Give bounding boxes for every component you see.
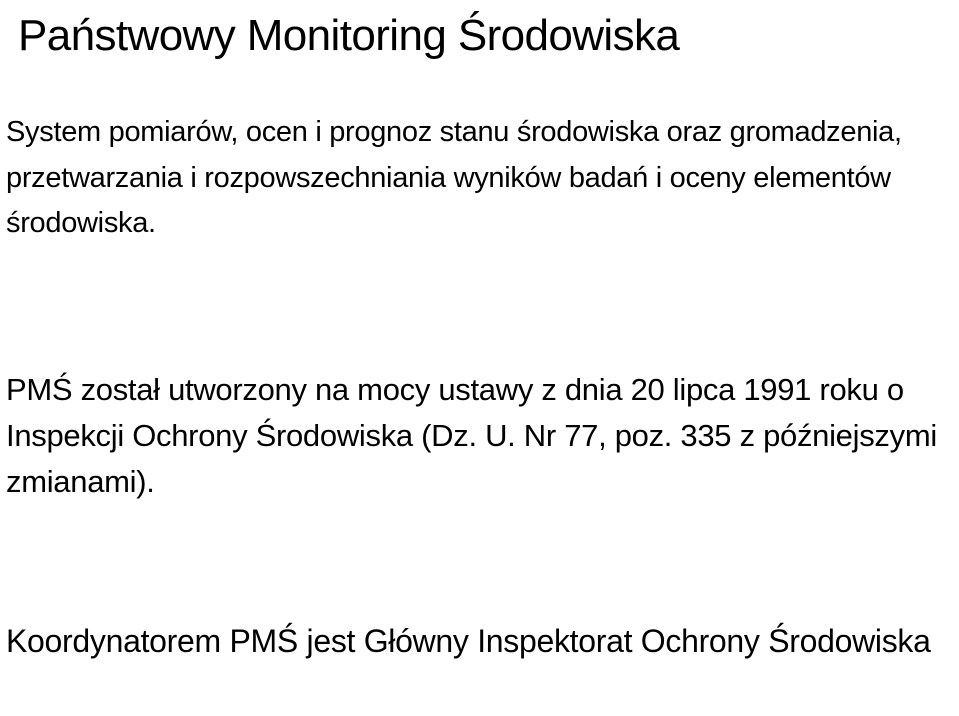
- paragraph-definition: System pomiarów, ocen i prognoz stanu środowiska oraz gromadzenia, przetwarzania i rozpowszechniania wyników badań i oceny elementów środowiska.: [6, 116, 902, 239]
- slide-title: Państwowy Monitoring Środowiska: [18, 11, 680, 60]
- paragraph-coordinator: Koordynatorem PMŚ jest Główny Inspektorat Ochrony Środowiska: [6, 623, 931, 659]
- paragraph-legal-basis: PMŚ został utworzony na mocy ustawy z dnia 20 lipca 1991 roku o Inspekcji Ochrony Środowiska (Dz. U. Nr 77, poz. 335 z późniejszymi zmianami).: [6, 372, 937, 499]
